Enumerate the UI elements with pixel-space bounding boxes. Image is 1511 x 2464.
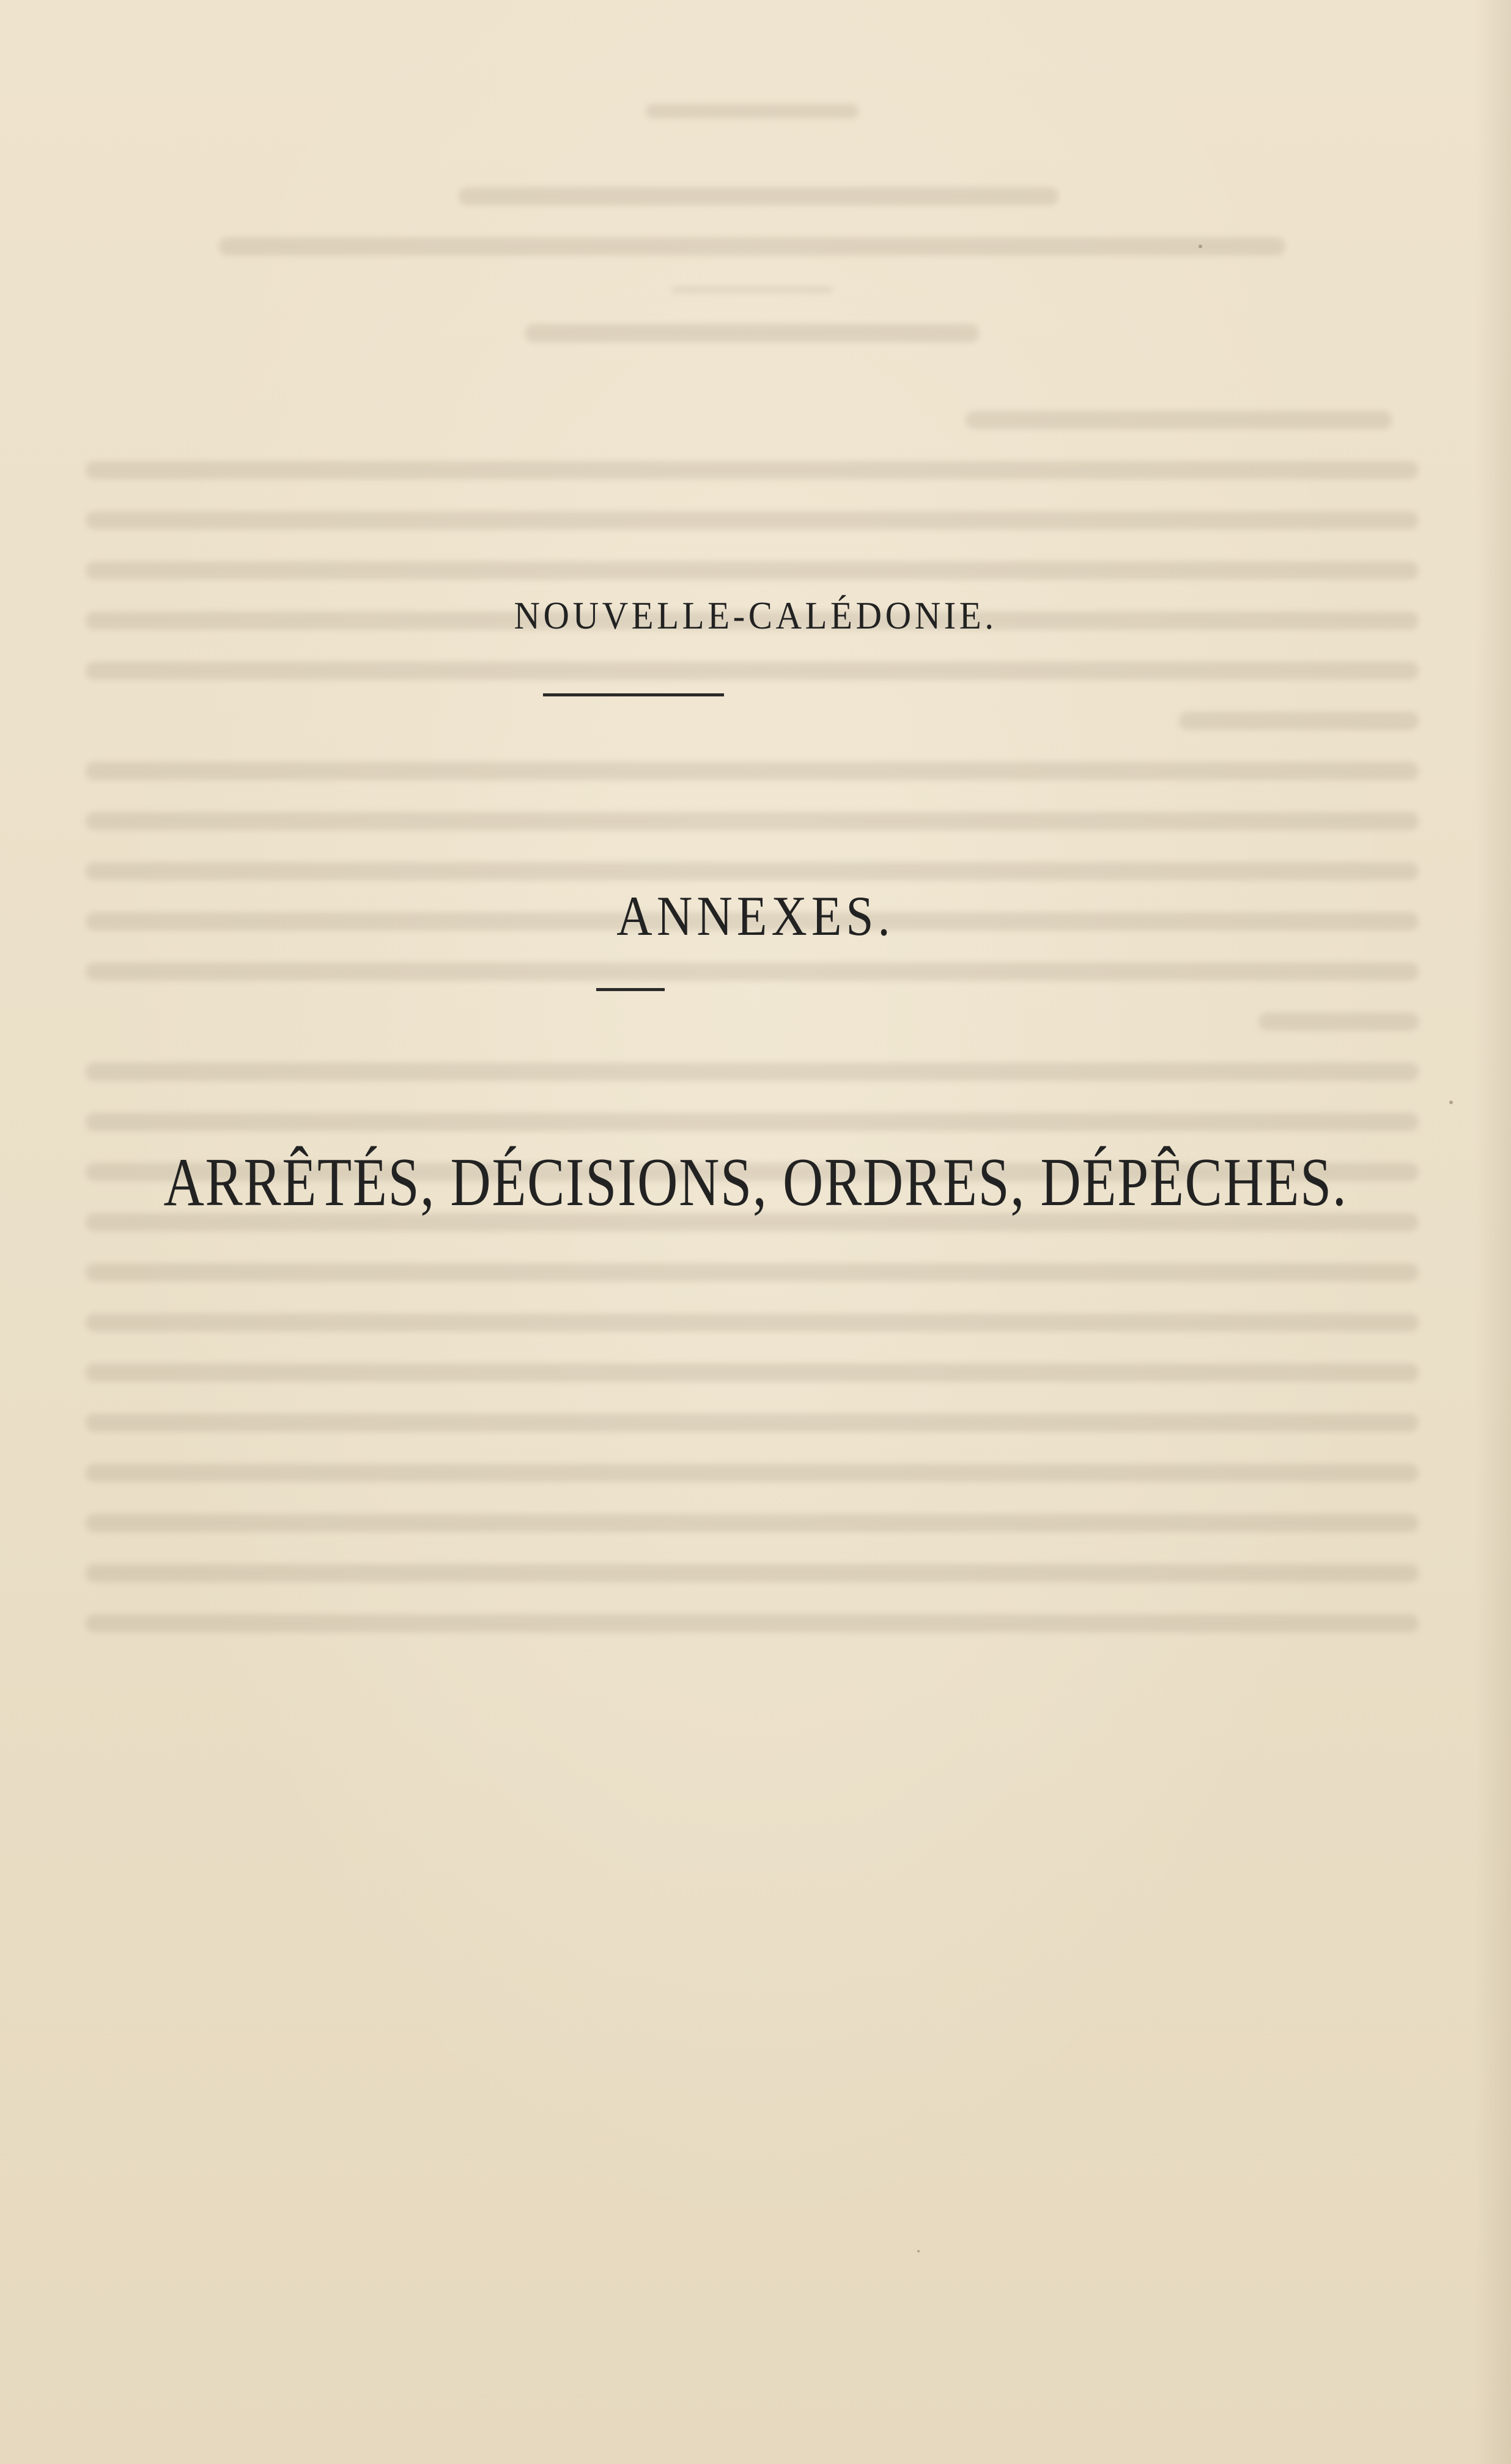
region-label: NOUVELLE-CALÉDONIE. (514, 594, 997, 637)
paper-speck (1199, 245, 1202, 248)
divider-rule-short (596, 988, 665, 991)
divider-rule (543, 693, 724, 696)
paper-speck (917, 2250, 920, 2252)
paper-speck (1449, 1101, 1453, 1104)
section-title: ANNEXES. (616, 885, 895, 947)
show-through-text (86, 104, 1419, 2030)
page-edge-shadow (1474, 0, 1511, 2464)
main-heading: ARRÊTÉS, DÉCISIONS, ORDRES, DÉPÊCHES. (163, 1145, 1348, 1220)
